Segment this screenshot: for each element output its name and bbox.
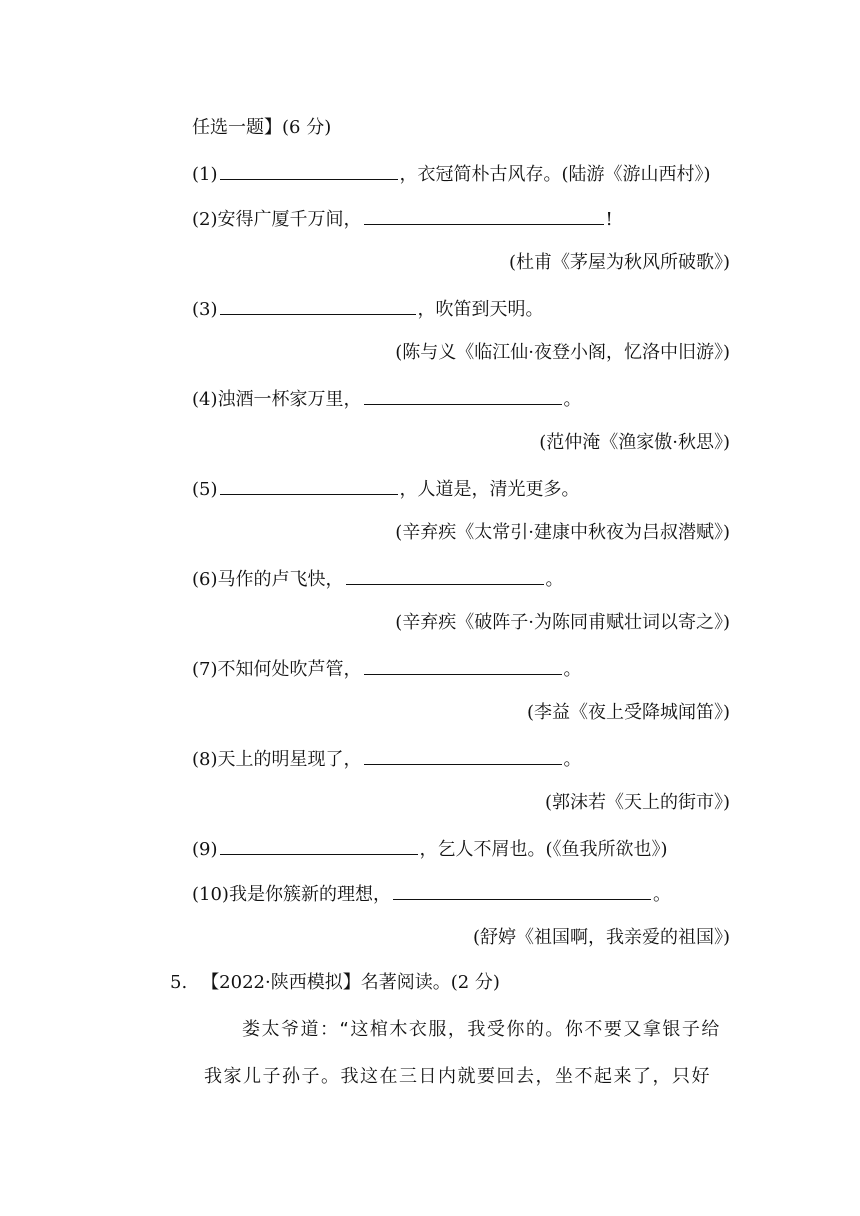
fill-item-5 xyxy=(192,476,580,502)
item-source: (陈与义《临江仙·夜登小阁，忆洛中旧游》) xyxy=(395,342,730,363)
item-number: (10) xyxy=(192,884,229,905)
item-text-after: 。 xyxy=(563,749,582,770)
answer-blank[interactable] xyxy=(364,206,604,225)
item-text-after: ! xyxy=(605,209,613,230)
item-source: (辛弃疾《破阵子·为陈同甫赋壮词以寄之》) xyxy=(395,612,730,633)
answer-blank[interactable] xyxy=(220,836,418,855)
item-text-after: 。 xyxy=(545,569,564,590)
question-title: 【2022·陕西模拟】名著阅读。(2 分) xyxy=(201,972,500,993)
item-source: (舒婷《祖国啊，我亲爱的祖国》) xyxy=(472,927,730,948)
item-text-after: ，人道是，清光更多。 xyxy=(399,479,580,500)
item-number: (6) xyxy=(192,569,218,590)
fill-item-8 xyxy=(192,746,582,772)
item-text-before: 浊酒一杯家万里， xyxy=(217,389,362,410)
item-source: (郭沫若《天上的街市》) xyxy=(544,792,730,813)
item-number: (7) xyxy=(192,659,218,680)
answer-blank[interactable] xyxy=(364,746,562,765)
item-number: (3) xyxy=(192,299,218,320)
item-text-after: ，乞人不屑也。(《鱼我所欲也》) xyxy=(419,839,668,860)
item-number: (2) xyxy=(192,209,218,230)
item-text-before: 安得广厦千万间， xyxy=(217,209,362,230)
item-text-before: 天上的明星现了， xyxy=(217,749,362,770)
answer-blank[interactable] xyxy=(220,476,398,495)
item-text-after: 。 xyxy=(563,389,582,410)
question-5-heading xyxy=(170,971,500,995)
passage-line-1: 娄太爷道：“这棺木衣服，我受你的。你不要又拿银子给 xyxy=(242,1019,721,1040)
item-source: (辛弃疾《太常引·建康中秋夜为吕叔潜赋》) xyxy=(395,522,730,543)
item-text-after: ，衣冠简朴古风存。(陆游《游山西村》) xyxy=(399,164,711,185)
item-text-before: 马作的卢飞快， xyxy=(217,569,344,590)
fill-item-1 xyxy=(192,161,711,187)
answer-blank[interactable] xyxy=(220,161,398,180)
item-source: (李益《夜上受降城闻笛》) xyxy=(526,702,730,723)
item-text-after: ，吹笛到天明。 xyxy=(417,299,544,320)
fill-item-3 xyxy=(192,296,544,322)
answer-blank[interactable] xyxy=(346,566,544,585)
fill-item-4 xyxy=(192,386,582,412)
fill-item-2 xyxy=(192,206,613,232)
item-source: (范仲淹《渔家傲·秋思》) xyxy=(539,432,730,453)
item-number: (4) xyxy=(192,389,218,410)
fill-item-6 xyxy=(192,566,564,592)
item-text-before: 不知何处吹芦管， xyxy=(217,659,362,680)
question-number: 5. xyxy=(170,972,188,993)
passage-line-2: 我家儿子孙子。我这在三日内就要回去，坐不起来了，只好 xyxy=(204,1066,711,1087)
item-text-after: 。 xyxy=(652,884,671,905)
item-number: (9) xyxy=(192,839,218,860)
item-text-before: 我是你簇新的理想， xyxy=(228,884,391,905)
item-source: (杜甫《茅屋为秋风所破歌》) xyxy=(508,252,730,273)
item-number: (8) xyxy=(192,749,218,770)
fill-item-10 xyxy=(192,881,671,907)
answer-blank[interactable] xyxy=(364,656,562,675)
answer-blank[interactable] xyxy=(364,386,562,405)
question-intro: 任选一题】(6 分) xyxy=(192,117,332,138)
item-number: (1) xyxy=(192,164,218,185)
answer-blank[interactable] xyxy=(393,881,651,900)
fill-item-7 xyxy=(192,656,582,682)
fill-item-9 xyxy=(192,836,668,862)
answer-blank[interactable] xyxy=(220,296,416,315)
item-number: (5) xyxy=(192,479,218,500)
item-text-after: 。 xyxy=(563,659,582,680)
